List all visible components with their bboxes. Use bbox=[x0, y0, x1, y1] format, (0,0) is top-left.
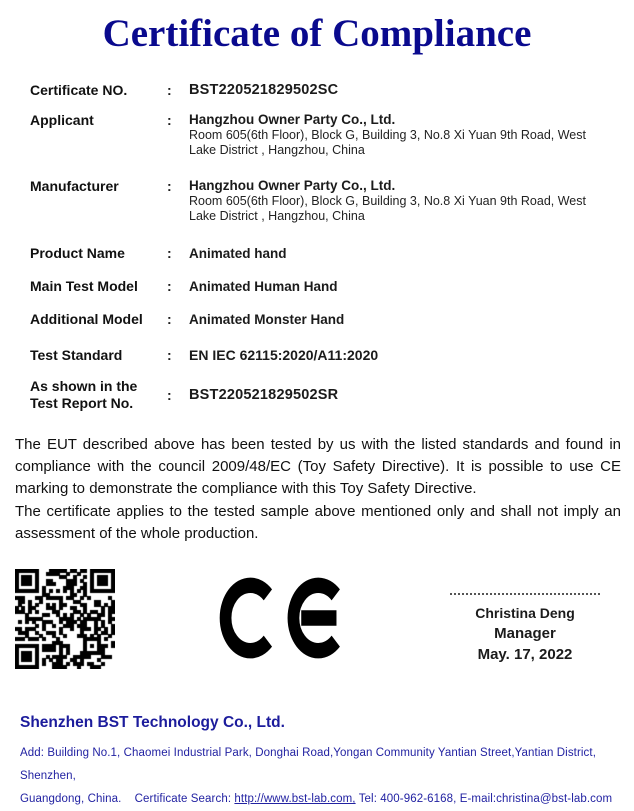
product-name-value: Animated hand bbox=[189, 246, 287, 261]
field-row-test-standard bbox=[30, 347, 620, 364]
footer-address-line-2 bbox=[20, 788, 620, 811]
compliance-statement bbox=[15, 434, 621, 545]
footer bbox=[20, 713, 620, 811]
ce-mark-icon bbox=[219, 575, 343, 661]
field-row-additional-model bbox=[30, 311, 620, 328]
field-colon: : bbox=[167, 82, 172, 98]
field-row-manufacturer bbox=[30, 178, 620, 224]
test-standard-value: EN IEC 62115:2020/A11:2020 bbox=[189, 347, 379, 363]
applicant-address: Room 605(6th Floor), Block G, Building 3, No.8 Xi Yuan 9th Road, West Lake District , Hangzhou, China bbox=[189, 128, 586, 157]
signature-date: May. 17, 2022 bbox=[477, 646, 573, 664]
statement-paragraph-2: The certificate applies to the tested sample above mentioned only and shall not imply an assessment of the whole production. bbox=[15, 502, 621, 542]
field-colon: : bbox=[167, 311, 172, 327]
applicant-company-name: Hangzhou Owner Party Co., Ltd. bbox=[189, 112, 396, 127]
manufacturer-label: Manufacturer bbox=[30, 178, 119, 194]
certificate-no-label: Certificate NO. bbox=[30, 82, 128, 98]
field-row-main-test-model bbox=[30, 278, 620, 295]
test-standard-label: Test Standard bbox=[30, 347, 123, 363]
field-colon: : bbox=[167, 386, 172, 403]
applicant-label: Applicant bbox=[30, 112, 94, 128]
main-test-model-label: Main Test Model bbox=[30, 278, 138, 294]
certificate-page bbox=[0, 10, 634, 806]
field-colon: : bbox=[167, 112, 172, 128]
footer-line2-suffix: Tel: 400-962-6168, E-mail:christina@bst-lab.com bbox=[355, 793, 613, 806]
certificate-fields bbox=[30, 82, 620, 412]
test-report-value: BST220521829502SR bbox=[189, 386, 339, 403]
product-name-label: Product Name bbox=[30, 245, 125, 261]
field-row-certificate-no bbox=[30, 82, 620, 99]
additional-model-value: Animated Monster Hand bbox=[189, 312, 345, 327]
field-colon: : bbox=[167, 178, 172, 194]
certificate-no-value: BST220521829502SC bbox=[189, 82, 339, 98]
applicant-value bbox=[189, 112, 620, 158]
footer-company-name: Shenzhen BST Technology Co., Ltd. bbox=[20, 714, 285, 732]
test-report-label: As shown in the Test Report No. bbox=[30, 378, 138, 411]
field-colon: : bbox=[167, 278, 172, 294]
certificate-search-link[interactable]: http://www.bst-lab.com, bbox=[234, 793, 356, 806]
field-colon: : bbox=[167, 347, 172, 363]
footer-line2-prefix: Guangdong, China. Certificate Search: bbox=[20, 793, 235, 806]
signatory-name: Christina Deng bbox=[475, 605, 575, 622]
footer-address-line-1: Add: Building No.1, Chaomei Industrial Park, Donghai Road,Yongan Community Yantian Street,Yantian District, Shenzhen, bbox=[20, 747, 600, 783]
main-test-model-value: Animated Human Hand bbox=[189, 279, 338, 294]
marks-row bbox=[0, 569, 634, 669]
manufacturer-address: Room 605(6th Floor), Block G, Building 3, No.8 Xi Yuan 9th Road, West Lake District , Hangzhou, China bbox=[189, 194, 586, 223]
manufacturer-value bbox=[189, 178, 620, 224]
field-row-test-report-no bbox=[30, 378, 620, 412]
field-row-product-name bbox=[30, 245, 620, 262]
field-row-applicant bbox=[30, 112, 620, 158]
signatory-role: Manager bbox=[494, 625, 556, 643]
additional-model-label: Additional Model bbox=[30, 311, 143, 327]
statement-paragraph-1: The EUT described above has been tested by us with the listed standards and found in compliance with the council 2009/48/EC (Toy Safety Directive). It is possible to use CE marking to demonstrate the compliance with this Toy Safety Directive. bbox=[15, 436, 621, 498]
certificate-title: Certificate of Compliance bbox=[102, 12, 532, 55]
field-colon: : bbox=[167, 245, 172, 261]
signature-block bbox=[450, 593, 600, 665]
qr-code bbox=[15, 569, 115, 669]
manufacturer-company-name: Hangzhou Owner Party Co., Ltd. bbox=[189, 178, 396, 193]
